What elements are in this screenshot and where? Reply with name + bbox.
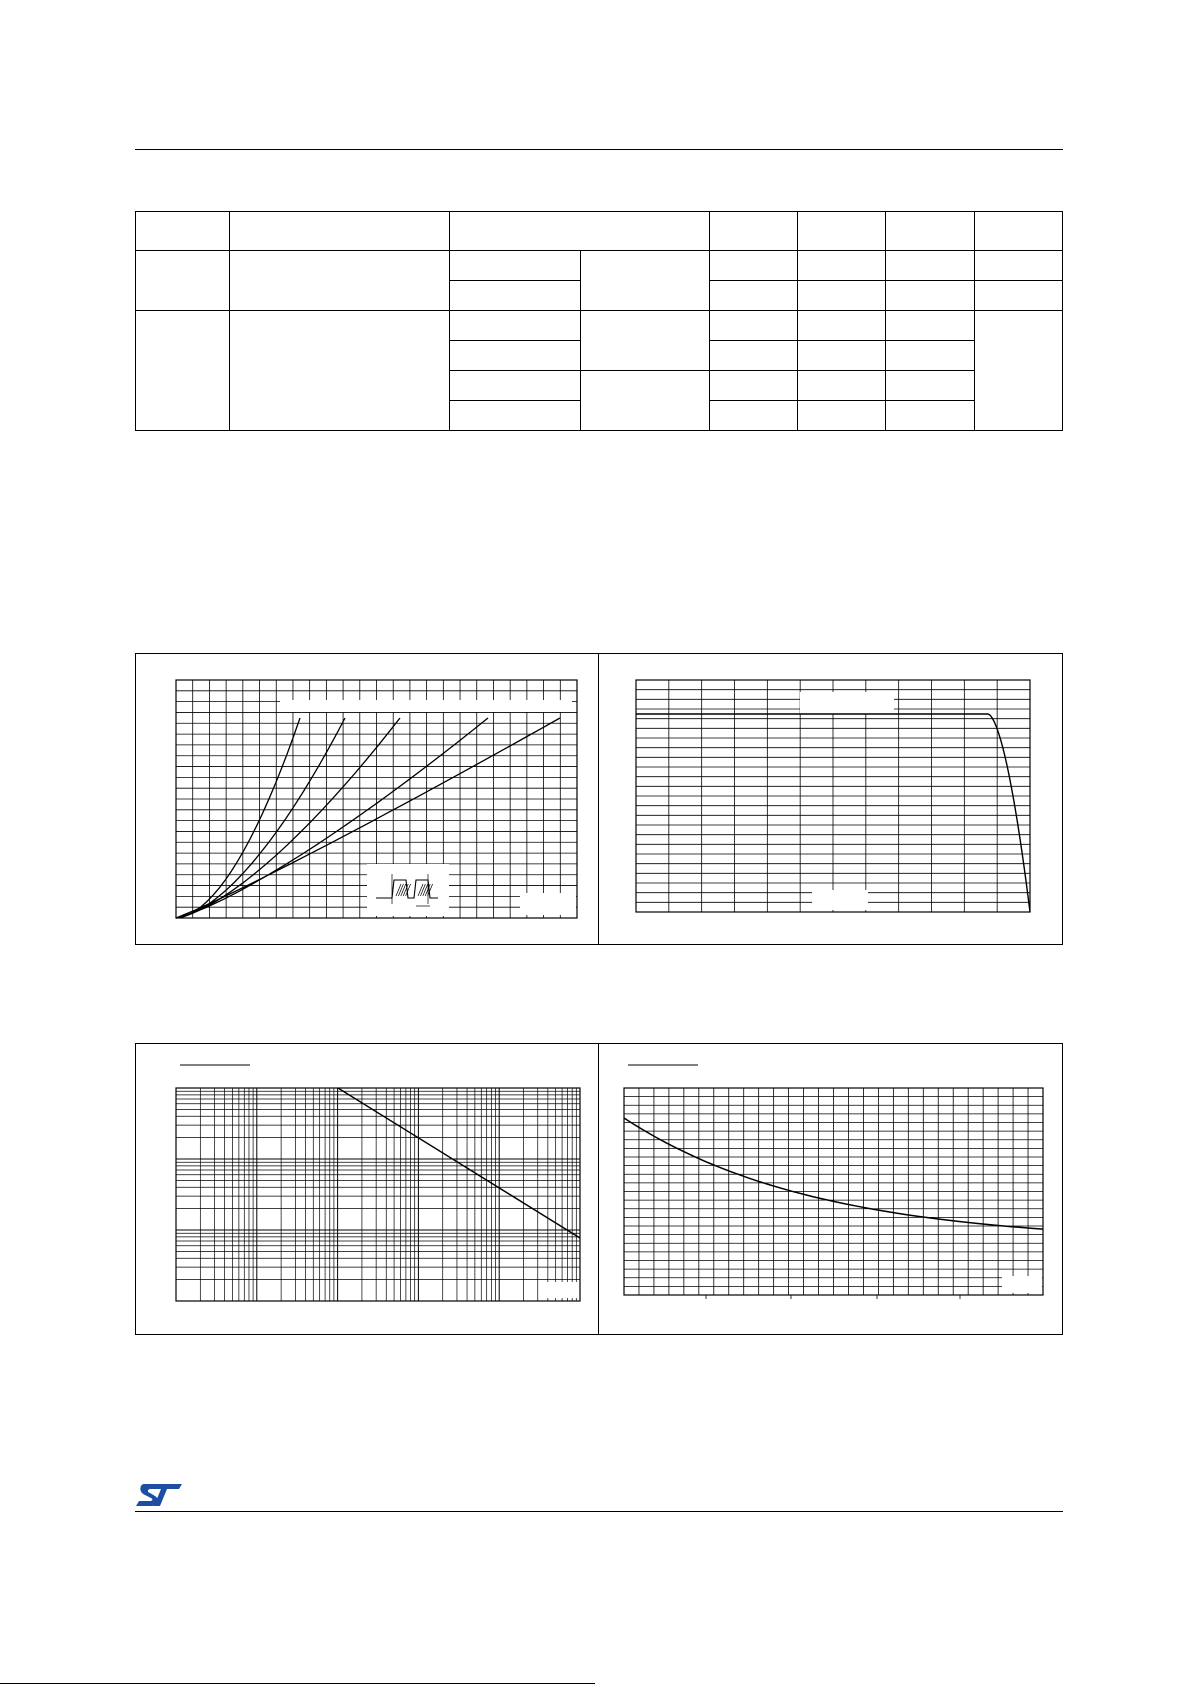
label-area xyxy=(1002,1276,1042,1293)
bottom-edge-rule xyxy=(0,1683,595,1684)
chart-a xyxy=(176,680,577,918)
curve xyxy=(338,1088,580,1238)
footer-rule xyxy=(135,1511,1063,1512)
label-area xyxy=(520,893,576,915)
curve xyxy=(176,718,300,918)
label-area xyxy=(812,890,868,910)
chart-d xyxy=(624,1065,1043,1299)
label-area xyxy=(540,1282,578,1298)
plot-frame xyxy=(176,1088,580,1301)
label-area xyxy=(280,700,572,712)
chart-c xyxy=(176,1065,580,1301)
chart-b xyxy=(636,680,1030,912)
label-area xyxy=(800,692,894,714)
st-logo xyxy=(134,1482,184,1508)
